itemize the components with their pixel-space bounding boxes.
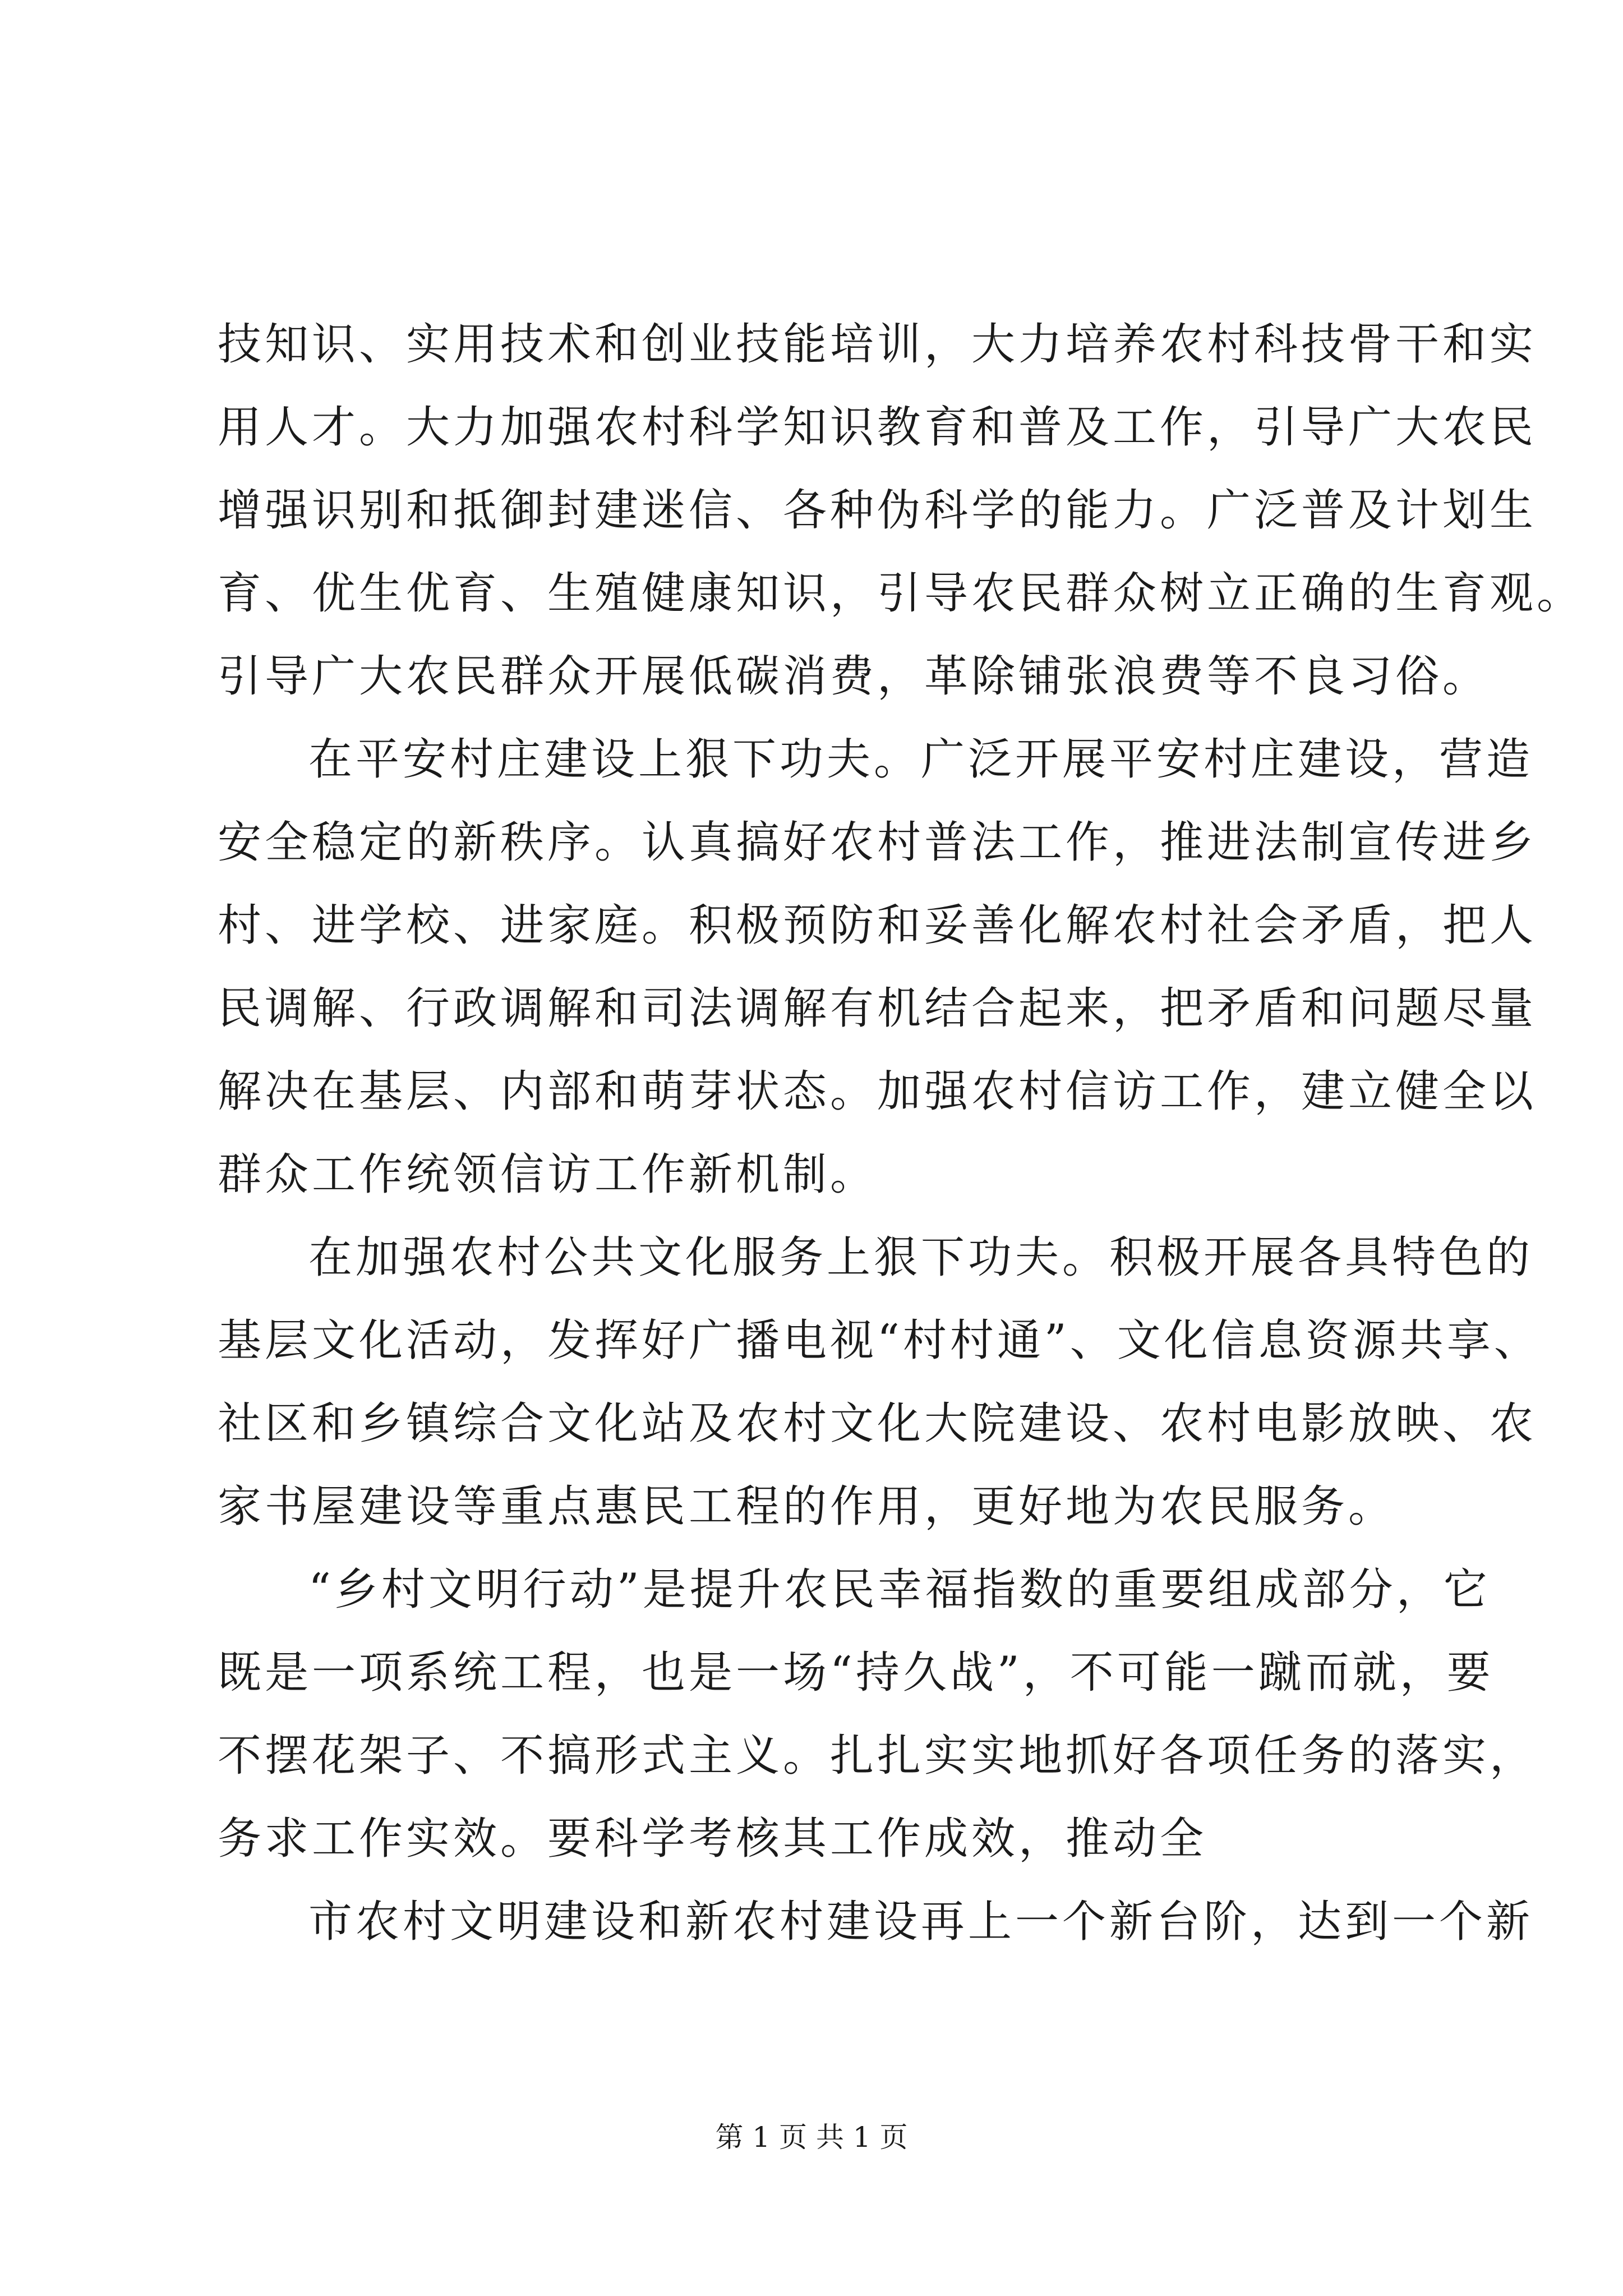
paragraph-5-line-1: 市农村文明建设和新农村建设再上一个新台阶，达到一个新 — [308, 1897, 1534, 1947]
paragraph-2-line-4: 民调解、行政调解和司法调解有机结合起来，把矛盾和问题尽量 — [218, 983, 1537, 1034]
paragraph-1-line-1: 技知识、实用技术和创业技能培训，大力培养农村科技骨干和实 — [218, 319, 1537, 370]
paragraph-3-line-1: 在加强农村公共文化服务上狠下功夫。积极开展各具特色的 — [308, 1232, 1534, 1283]
paragraph-1-line-5: 引导广大农民群众开展低碳消费，革除铺张浪费等不良习俗。 — [218, 651, 1490, 702]
paragraph-3-line-4: 家书屋建设等重点惠民工程的作用，更好地为农民服务。 — [218, 1481, 1396, 1532]
paragraph-3-line-2: 基层文化活动，发挥好广播电视“村村通”、文化信息资源共享、 — [218, 1315, 1541, 1366]
document-body — [218, 303, 1584, 1963]
paragraph-2-line-1: 在平安村庄建设上狠下功夫。广泛开展平安村庄建设，营造 — [308, 734, 1534, 785]
paragraph-1-line-3: 增强识别和抵御封建迷信、各种伪科学的能力。广泛普及计划生 — [218, 485, 1537, 536]
page-footer: 第 1 页 共 1 页 — [715, 2121, 908, 2154]
paragraph-3-line-3: 社区和乡镇综合文化站及农村文化大院建设、农村电影放映、农 — [218, 1398, 1537, 1449]
paragraph-4-line-1: “乡村文明行动”是提升农民幸福指数的重要组成部分，它 — [308, 1565, 1491, 1615]
paragraph-1-line-2: 用人才。大力加强农村科学知识教育和普及工作，引导广大农民 — [218, 402, 1537, 453]
paragraph-2-line-3: 村、进学校、进家庭。积极预防和妥善化解农村社会矛盾，把人 — [218, 900, 1537, 951]
paragraph-2-line-6: 群众工作统领信访工作新机制。 — [218, 1149, 878, 1200]
paragraph-2-line-5: 解决在基层、内部和萌芽状态。加强农村信访工作，建立健全以 — [218, 1066, 1537, 1117]
paragraph-4-line-2: 既是一项系统工程，也是一场“持久战”，不可能一蹴而就，要 — [218, 1648, 1494, 1698]
paragraph-4-line-3: 不摆花架子、不搞形式主义。扎扎实实地抓好各项任务的落实， — [218, 1731, 1537, 1781]
paragraph-1-line-4: 育、优生优育、生殖健康知识，引导农民群众树立正确的生育观。 — [218, 568, 1584, 619]
paragraph-4-line-4: 务求工作实效。要科学考核其工作成效，推动全 — [218, 1814, 1207, 1864]
paragraph-2-line-2: 安全稳定的新秩序。认真搞好农村普法工作，推进法制宣传进乡 — [218, 817, 1537, 868]
